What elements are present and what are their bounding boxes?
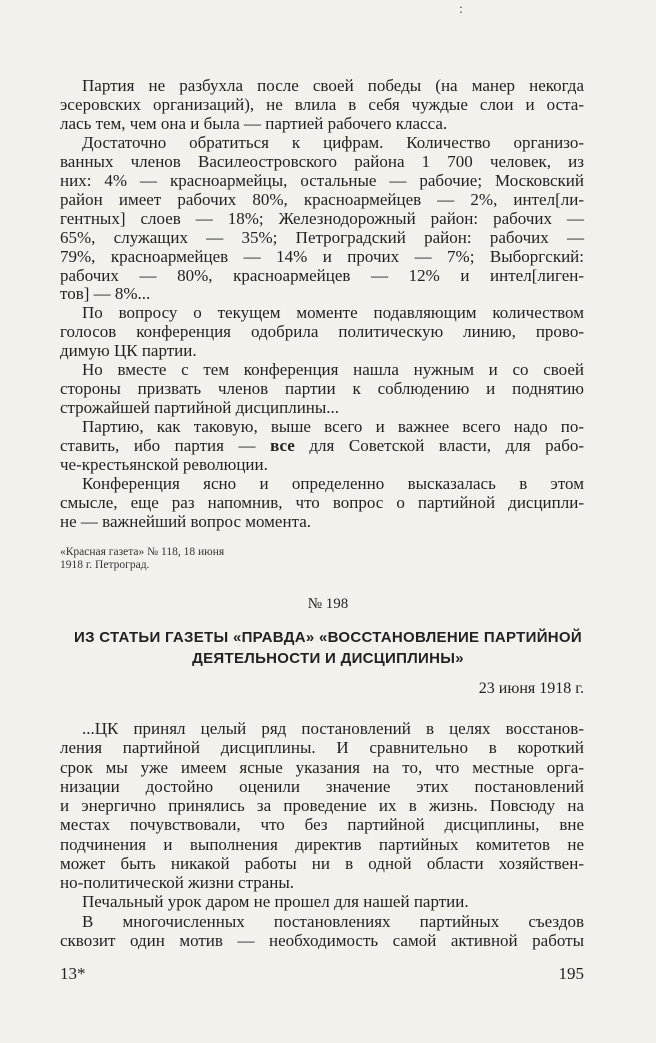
text-fragment: для Советской власти, для рабо- [294, 436, 585, 456]
text-line: голосов конференция одобрила политическую линию, прово- [60, 322, 584, 342]
text-line: ...ЦК принял целый ряд постановлений в целях восстанов- [82, 719, 584, 738]
text-line: район имеет рабочих 80%, красноармейцев — 2%, интел[ли- [60, 189, 584, 209]
text-line: и энергично принялись за проведение их в жизнь. Повсюду на [60, 796, 584, 815]
page-number: 195 [558, 964, 584, 983]
signature-mark: 13* [60, 964, 86, 983]
text-line: местах почувствовали, что без партийной дисциплины, вне [60, 815, 584, 835]
text-line: гентных] слоев — 18%; Железнодорожный район: рабочих — [60, 208, 584, 228]
text-line: подчинения и выполнения директив партийных комитетов не [60, 834, 584, 854]
document-number: № 198 [307, 596, 349, 612]
document-date: 23 июня 1918 г. [478, 680, 584, 697]
source-line-2: 1918 г. Петроград. [60, 559, 150, 571]
text-line [60, 436, 584, 456]
text-line: ления партийной дисциплины. И сравнительно в короткий [60, 738, 584, 758]
text-line: Партию, как таковую, выше всего и важнее всего надо по- [82, 417, 584, 437]
text-line: срок мы уже имеем ясные указания на то, что местные орга- [60, 757, 584, 777]
text-line: стороны призвать членов партии к соблюдению и поднятию [60, 379, 584, 399]
text-line: но-политической жизни страны. [60, 873, 295, 892]
document-heading-line-2: ДЕЯТЕЛЬНОСТИ И ДИСЦИПЛИНЫ» [192, 650, 464, 667]
text-line: Конференция ясно и определенно высказалась в этом [82, 473, 584, 493]
text-line: низации достойно оценили значение этих постановлений [60, 776, 584, 796]
text-line: По вопросу о текущем моменте подавляющим количеством [82, 303, 584, 323]
bold-text: все [270, 436, 295, 456]
text-line: может быть никакой работы ни в одной области хозяйствен- [60, 853, 584, 873]
text-line: не — важнейший вопрос момента. [60, 511, 312, 531]
text-line: строжайшей партийной дисциплины... [60, 398, 340, 418]
text-line: Достаточно обратиться к цифрам. Количество организо- [82, 132, 584, 152]
text-line: смысле, еще раз напомнив, что вопрос о партийной дисципли- [60, 492, 584, 512]
text-line: Печальный урок даром не прошел для нашей партии. [82, 892, 469, 912]
document-heading-line-1: ИЗ СТАТЬИ ГАЗЕТЫ «ПРАВДА» «ВОССТАНОВЛЕНИЕ ПАРТИЙНОЙ [74, 629, 582, 646]
text-line: 65%, служащих — 35%; Петроградский район: рабочих — [60, 227, 584, 247]
text-line: эсеровских организаций), не влила в себя чуждые слои и оста- [60, 94, 584, 114]
text-line: Партия не разбухла после своей победы (на манер некогда [82, 76, 584, 95]
text-line: Но вместе с тем конференция нашла нужным и со своей [82, 360, 584, 380]
header-mark: : [459, 2, 463, 17]
text-line: ванных членов Василеостровского района 1 700 человек, из [60, 151, 584, 171]
text-fragment: ставить, ибо партия — [60, 436, 271, 456]
text-line: сквозит один мотив — необходимость самой активной работы [60, 930, 584, 950]
source-line-1: «Красная газета» № 118, 18 июня [60, 546, 225, 558]
text-line: димую ЦК партии. [60, 341, 197, 361]
text-line: В многочисленных постановлениях партийных съездов [82, 911, 584, 931]
text-line: 79%, красноармейцев — 14% и прочих — 7%; Выборгский: [60, 246, 584, 266]
text-line: тов] — 8%... [60, 284, 151, 304]
text-line: лась тем, чем она и была — партией рабочего класса. [60, 113, 448, 133]
text-line: них: 4% — красноармейцы, остальные — рабочие; Московский [60, 170, 584, 190]
text-line: рабочих — 80%, красноармейцев — 12% и интел[лиген- [60, 265, 584, 285]
text-line: че-крестьянской революции. [60, 455, 268, 474]
